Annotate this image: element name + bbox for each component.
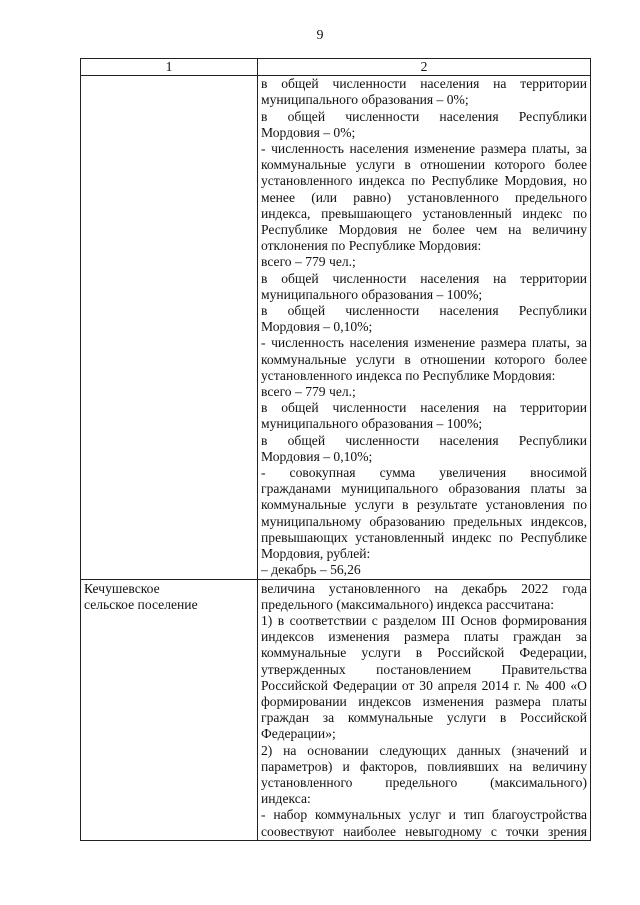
text-line: установленного индекса по Республике Мордовия: [261, 367, 556, 383]
description-text [261, 76, 587, 578]
text-line: Мордовия – 0,10%; [261, 319, 373, 335]
text-line: соовествуют наиболее невыгодному с точки зрения [261, 823, 587, 839]
column-header-1: 1 [81, 59, 258, 76]
text-line: - совокупная сумма увеличения вносимой [261, 465, 587, 481]
text-line: параметров) и факторов, повлиявших на величину [261, 758, 587, 774]
text-line: в общей численности населения на территории [261, 270, 587, 286]
text-line: в общей численности населения на территории [261, 400, 587, 416]
text-line: менее (или равно) установленного предельного [261, 189, 587, 205]
text-line: установленного предельного (максимального) [261, 774, 587, 790]
text-line: коммунальные услуги в отношении которого более [261, 157, 587, 173]
text-line: - численность населения изменение размера платы, за [261, 335, 587, 351]
text-line: отклонения по Республике Мордовия: [261, 238, 482, 254]
text-line: Федерации»; [261, 726, 336, 742]
text-line: Мордовия, рублей: [261, 546, 371, 562]
settlement-type: сельское поселение [84, 596, 198, 612]
text-line: всего – 779 чел.; [261, 254, 356, 270]
settlement-name: Кечушевское [84, 580, 160, 596]
text-line: индекса: [261, 791, 311, 807]
text-line: коммунальные услуги в результате установления по [261, 497, 587, 513]
text-line: предельного (максимального) индекса рассчитана: [261, 596, 555, 612]
text-line: муниципального образования – 100%; [261, 286, 483, 302]
text-line: – декабрь – 56,26 [261, 562, 361, 578]
text-line: Российской Федерации от 30 апреля 2014 г. № 400 «О [261, 677, 587, 693]
page-number: 9 [316, 28, 324, 43]
text-line: в общей численности населения на территории [261, 76, 587, 92]
text-line: индекса, превышающего установленный индекс по [261, 205, 587, 221]
text-line: коммунальные услуги в отношении которого более [261, 351, 587, 367]
text-line: 2) на основании следующих данных (значений и [261, 742, 587, 758]
text-line: муниципального образования – 0%; [261, 92, 469, 108]
text-line: Республике Мордовия не более чем на величину [261, 222, 587, 238]
description-cell [258, 76, 591, 579]
text-line: установленного индекса по Республике Мордовия, но [261, 173, 587, 189]
table-row [81, 579, 591, 840]
text-line: превышающих установленный индекс по Республике [261, 529, 587, 545]
table-row [81, 76, 591, 579]
text-line: в общей численности населения Республики [261, 303, 587, 319]
text-line: утвержденных постановлением Правительства [261, 661, 587, 677]
description-cell [258, 579, 591, 840]
text-line: муниципального образования – 100%; [261, 416, 483, 432]
settlement-cell-empty [81, 76, 258, 579]
table-header-row [81, 59, 591, 76]
text-line: формировании индексов изменения размера платы [261, 693, 587, 709]
description-text [261, 581, 587, 840]
text-line: всего – 779 чел.; [261, 384, 356, 400]
document-table [80, 58, 591, 841]
text-line: граждан за коммунальные услуги в Российской [261, 710, 587, 726]
text-line: гражданами муниципального образования платы за [261, 481, 587, 497]
text-line: в общей численности населения Республики [261, 108, 587, 124]
text-line: величина установленного на декабрь 2022 года [261, 580, 587, 596]
text-line: коммунальные услуги в Российской Федерации, [261, 645, 587, 661]
text-line: 1) в соответствии с разделом III Основ формирования [261, 612, 587, 628]
text-line: в общей численности населения Республики [261, 432, 587, 448]
text-line: Мордовия – 0,10%; [261, 448, 373, 464]
column-header-2: 2 [258, 59, 591, 76]
text-line: муниципальному образованию предельных индексов, [261, 513, 587, 529]
text-line: - численность населения изменение размера платы, за [261, 141, 587, 157]
text-line: индексов изменения размера платы граждан за [261, 629, 587, 645]
settlement-cell [81, 579, 258, 840]
text-line: Мордовия – 0%; [261, 124, 356, 140]
text-line: - набор коммунальных услуг и тип благоустройства [261, 807, 587, 823]
